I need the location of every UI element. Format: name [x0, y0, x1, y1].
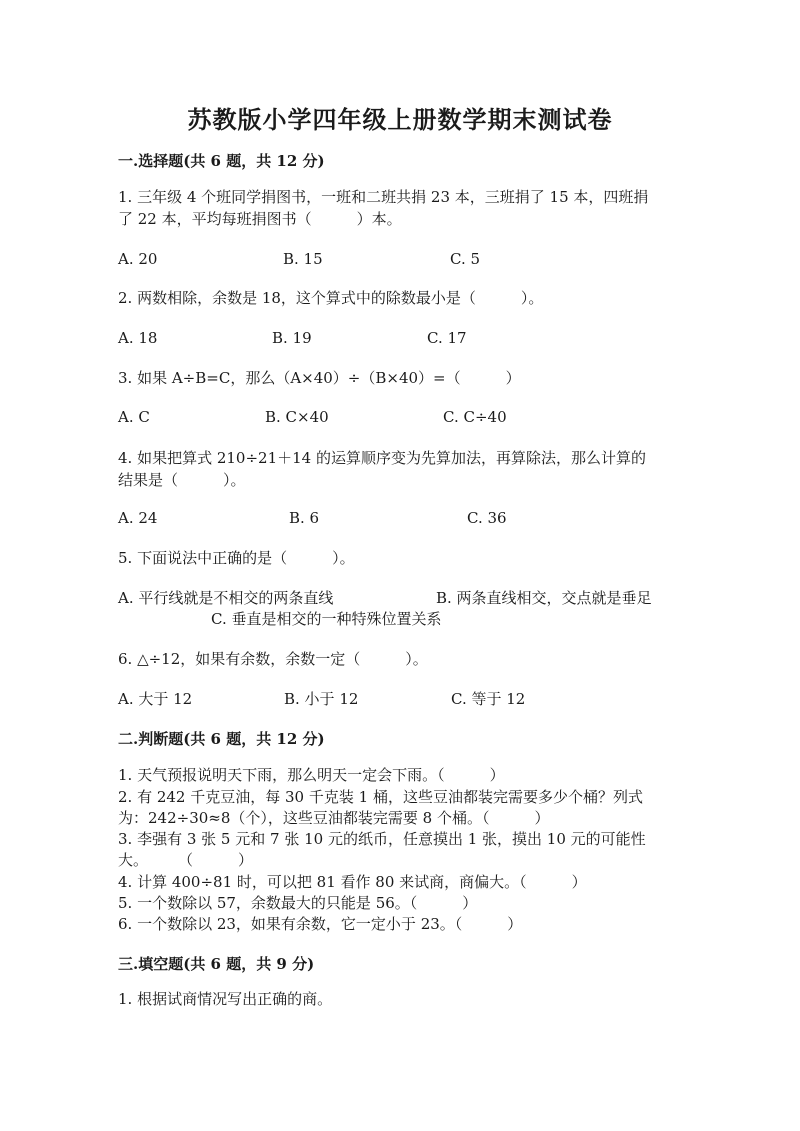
tf-line-2: 2. 有 242 千克豆油，每 30 千克装 1 桶，这些豆油都装完需要多少个桶？列式	[118, 788, 643, 806]
question-2-option-c: C. 17	[427, 329, 467, 347]
question-3-option-b: B. C×40	[265, 408, 329, 426]
question-4-line-1: 4. 如果把算式 210÷21＋14 的运算顺序变为先算加法，再算除法，那么计算的	[118, 449, 646, 467]
question-4-line-2: 结果是（ ）。	[118, 471, 246, 489]
tf-line-8: 6. 一个数除以 23，如果有余数，它一定小于 23。（ ）	[118, 915, 523, 933]
page-title: 苏教版小学四年级上册数学期末测试卷	[187, 105, 613, 134]
question-5-line-1: 5. 下面说法中正确的是（ ）。	[118, 549, 355, 567]
question-6-option-b: B. 小于 12	[284, 690, 359, 708]
question-1-option-a: A. 20	[118, 250, 158, 268]
tf-line-6: 4. 计算 400÷81 时，可以把 81 看作 80 来试商，商偏大。（ ）	[118, 873, 587, 891]
question-3-option-c: C. C÷40	[443, 408, 507, 426]
question-3-option-a: A. C	[118, 408, 150, 426]
question-2-option-a: A. 18	[118, 329, 158, 347]
question-6-option-c: C. 等于 12	[451, 690, 526, 708]
question-2-option-b: B. 19	[272, 329, 312, 347]
question-6-line-1: 6. △÷12，如果有余数，余数一定（ ）。	[118, 650, 428, 668]
question-5-option-a: A. 平行线就是不相交的两条直线	[118, 589, 334, 607]
question-5-option-b: B. 两条直线相交，交点就是垂足	[436, 589, 652, 607]
question-4-option-a: A. 24	[118, 509, 158, 527]
question-4-option-c: C. 36	[467, 509, 507, 527]
tf-line-1: 1. 天气预报说明天下雨，那么明天一定会下雨。（ ）	[118, 766, 505, 784]
question-6-option-a: A. 大于 12	[118, 690, 193, 708]
tf-line-5: 大。 （ ）	[118, 851, 254, 869]
tf-line-3: 为：242÷30≈8（个），这些豆油都装完需要 8 个桶。（ ）	[118, 809, 550, 827]
question-1-line-2: 了 22 本，平均每班捐图书（ ）本。	[118, 210, 402, 228]
question-1-line-1: 1. 三年级 4 个班同学捐图书，一班和二班共捐 23 本，三班捐了 15 本，四班捐	[118, 188, 649, 206]
section-heading-true-false: 二.判断题(共 6 题，共 12 分)	[118, 730, 325, 748]
question-5-option-c: C. 垂直是相交的一种特殊位置关系	[211, 610, 442, 628]
question-2-line-1: 2. 两数相除，余数是 18，这个算式中的除数最小是（ ）。	[118, 289, 544, 307]
tf-line-7: 5. 一个数除以 57，余数最大的只能是 56。（ ）	[118, 894, 478, 912]
fill-line-1: 1. 根据试商情况写出正确的商。	[118, 990, 333, 1008]
section-heading-choice: 一.选择题(共 6 题，共 12 分)	[118, 152, 325, 170]
question-3-line-1: 3. 如果 A÷B=C，那么（A×40）÷（B×40）=（ ）	[118, 369, 521, 387]
question-1-option-b: B. 15	[283, 250, 323, 268]
section-heading-fill-blank: 三.填空题(共 6 题，共 9 分)	[118, 955, 315, 973]
tf-line-4: 3. 李强有 3 张 5 元和 7 张 10 元的纸币，任意摸出 1 张，摸出 10 元的可能性	[118, 830, 646, 848]
question-1-option-c: C. 5	[450, 250, 481, 268]
question-4-option-b: B. 6	[289, 509, 320, 527]
